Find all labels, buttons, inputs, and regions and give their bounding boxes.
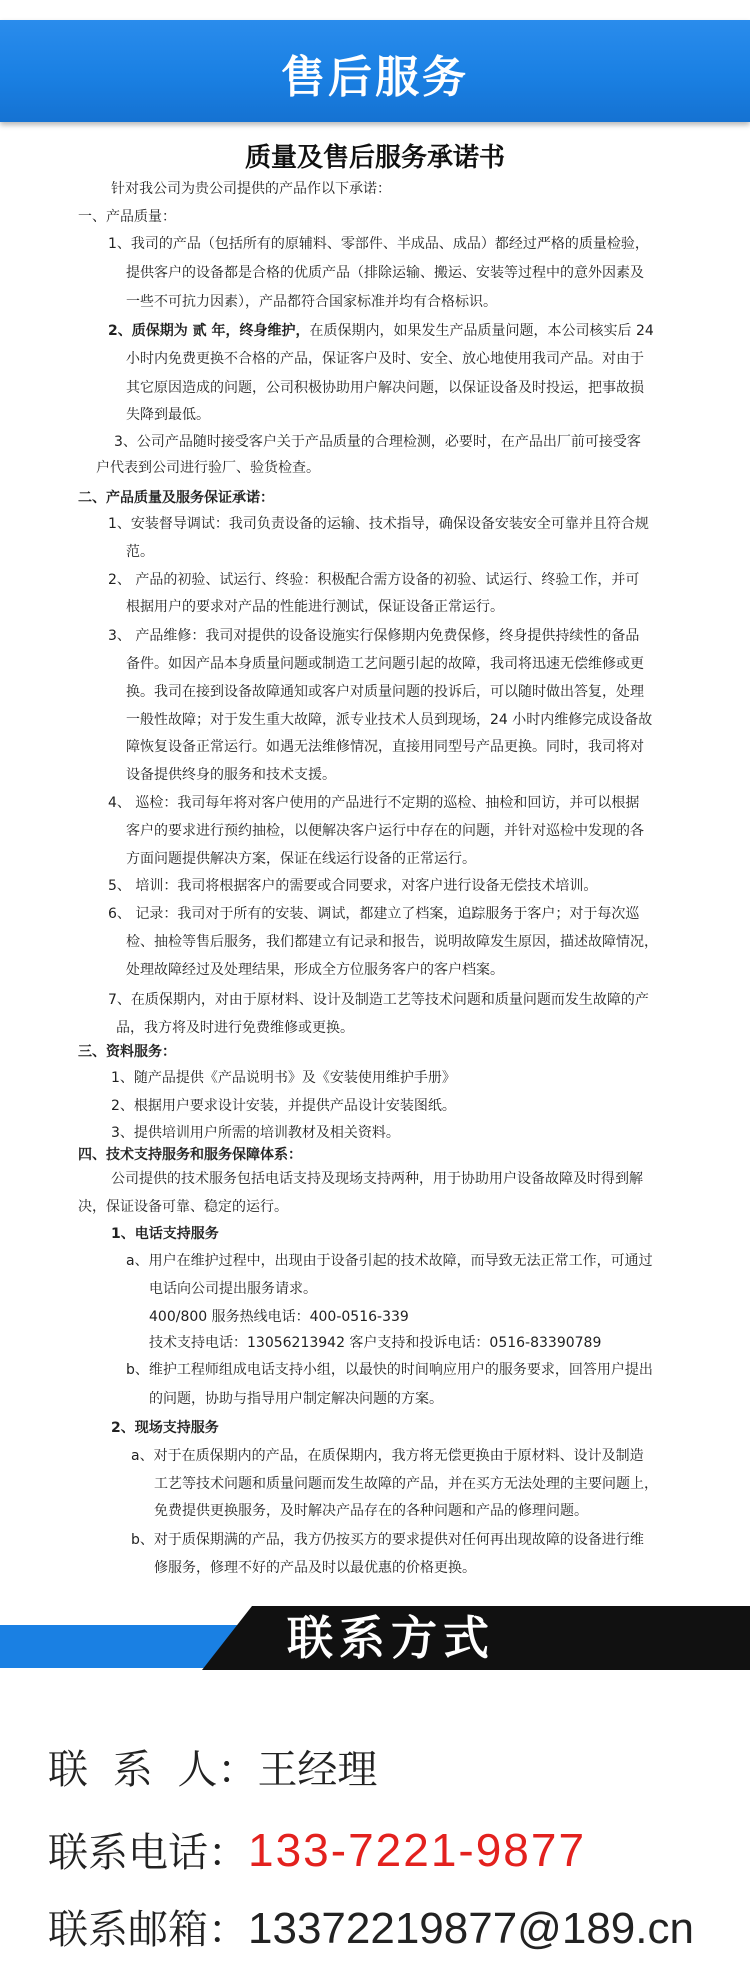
doc-line: 免费提供更换服务，及时解决产品存在的各种问题和产品的修理问题。 — [154, 1503, 588, 1519]
doc-line: 工艺等技术问题和质量问题而发生故障的产品，并在买方无法处理的主要问题上， — [154, 1476, 658, 1492]
doc-line: 小时内免费更换不合格的产品，保证客户及时、安全、放心地使用我司产品。对由于 — [126, 351, 644, 367]
doc-line: 7、在质保期内，对由于原材料、设计及制造工艺等技术问题和质量问题而发生故障的产 — [108, 992, 649, 1008]
contact-phone-row — [48, 1823, 586, 1877]
doc-line: 3、公司产品随时接受客户关于产品质量的合理检测，必要时，在产品出厂前可接受客 — [114, 434, 641, 450]
contact-email-label: 联系邮箱： — [48, 1907, 248, 1953]
doc-line-warranty — [108, 321, 654, 341]
contact-email-row — [48, 1902, 694, 1956]
doc-line: 根据用户的要求对产品的性能进行测试，保证设备正常运行。 — [126, 599, 504, 615]
subheading-onsite-support: 2、现场支持服务 — [111, 1420, 219, 1436]
doc-line: 方面问题提供解决方案，保证在线运行设备的正常运行。 — [126, 851, 476, 867]
subheading-phone-support: 1、电话支持服务 — [111, 1226, 219, 1242]
doc-line: 2、根据用户要求设计安装，并提供产品设计安装图纸。 — [111, 1098, 456, 1114]
doc-line: 4、 巡检：我司每年将对客户使用的产品进行不定期的巡检、抽检和回访，并可以根据 — [108, 795, 640, 811]
doc-intro: 针对我公司为贵公司提供的产品作以下承诺： — [111, 181, 391, 197]
doc-line: 3、 产品维修：我司对提供的设备设施实行保修期内免费保修，终身提供持续性的备品 — [108, 628, 640, 644]
contact-phone-value: 133-7221-9877 — [248, 1824, 587, 1876]
doc-line: b、维护工程师组成电话支持小组，以最快的时间响应用户的服务要求，回答用户提出 — [126, 1362, 653, 1378]
doc-line: 1、我司的产品（包括所有的原辅料、零部件、半成品、成品）都经过严格的质量检验， — [108, 236, 649, 252]
contact-phone-label: 联系电话： — [48, 1830, 248, 1876]
doc-line: 范。 — [126, 544, 154, 560]
doc-line: 客户的要求进行预约抽检，以便解决客户运行中存在的问题，并针对巡检中发现的各 — [126, 823, 644, 839]
doc-line: 6、 记录：我司对于所有的安装、调试，都建立了档案，追踪服务于客户；对于每次巡 — [108, 906, 640, 922]
doc-line: 1、安装督导调试：我司负责设备的运输、技术指导，确保设备安装安全可靠并且符合规 — [108, 516, 649, 532]
doc-line: 备件。如因产品本身质量问题或制造工艺问题引起的故障，我司将迅速无偿维修或更 — [126, 656, 644, 672]
doc-line: 一般性故障；对于发生重大故障，派专业技术人员到现场，24 小时内维修完成设备故 — [126, 712, 653, 728]
section-heading-tech-support: 四、技术支持服务和服务保障体系： — [78, 1147, 302, 1163]
section-heading-documentation: 三、资料服务： — [78, 1044, 176, 1060]
doc-line: 户代表到公司进行验厂、验货检查。 — [96, 460, 320, 476]
doc-line: 设备提供终身的服务和技术支援。 — [126, 767, 336, 783]
header-title: 售后服务 — [281, 52, 469, 103]
section-heading-service-guarantee: 二、产品质量及服务保证承诺： — [78, 490, 274, 506]
doc-line: 换。我司在接到设备故障通知或客户对质量问题的投诉后，可以随时做出答复，处理 — [126, 684, 644, 700]
doc-line: 检、抽检等售后服务，我们都建立有记录和报告，说明故障发生原因，描述故障情况， — [126, 934, 658, 950]
contact-person-label: 联 系 人： — [48, 1747, 258, 1793]
contact-email-value: 13372219877@189.cn — [248, 1904, 694, 1953]
doc-line: a、对于在质保期内的产品，在质保期内，我方将无偿更换由于原材料、设计及制造 — [131, 1448, 644, 1464]
contact-banner-title: 联系方式 — [287, 1611, 495, 1665]
doc-line: 提供客户的设备都是合格的优质产品（排除运输、搬运、安装等过程中的意外因素及 — [126, 265, 644, 281]
contact-person-value: 王经理 — [257, 1747, 378, 1793]
section-heading-quality: 一、产品质量： — [78, 209, 176, 225]
doc-line: 公司提供的技术服务包括电话支持及现场支持两种，用于协助用户设备故障及时得到解 — [111, 1171, 643, 1187]
warranty-text: 在质保期内，如果发生产品质量问题，本公司核实后 24 — [309, 323, 654, 339]
doc-line: 失降到最低。 — [126, 407, 210, 423]
doc-line: 5、 培训：我司将根据客户的需要或合同要求，对客户进行设备无偿技术培训。 — [108, 878, 598, 894]
warranty-bold-text: 2、质保期为 贰 年，终身维护， — [108, 323, 310, 339]
doc-line: 决，保证设备可靠、稳定的运行。 — [78, 1199, 288, 1215]
support-phone-text: 技术支持电话：13056213942 客户支持和投诉电话：0516-83390789 — [149, 1335, 602, 1351]
doc-line: 3、提供培训用户所需的培训教材及相关资料。 — [111, 1125, 400, 1141]
doc-line: 处理故障经过及处理结果，形成全方位服务客户的客户档案。 — [126, 962, 504, 978]
hotline-text: 400/800 服务热线电话：400-0516-339 — [149, 1309, 409, 1325]
doc-line: 品，我方将及时进行免费维修或更换。 — [116, 1020, 354, 1036]
doc-line: 一些不可抗力因素），产品都符合国家标准并均有合格标识。 — [126, 294, 497, 310]
doc-line: 障恢复设备正常运行。如遇无法维修情况，直接用同型号产品更换。同时，我司将对 — [126, 739, 644, 755]
doc-line: 电话向公司提出服务请求。 — [149, 1281, 317, 1297]
doc-line: b、对于质保期满的产品，我方仍按买方的要求提供对任何再出现故障的设备进行维 — [131, 1532, 644, 1548]
doc-line: 修服务，修理不好的产品及时以最优惠的价格更换。 — [154, 1560, 476, 1576]
doc-line: a、用户在维护过程中，出现由于设备引起的技术故障，而导致无法正常工作，可通过 — [126, 1253, 653, 1269]
doc-line: 其它原因造成的问题，公司积极协助用户解决问题，以保证设备及时投运，把事故损 — [126, 380, 644, 396]
doc-line: 的问题，协助与指导用户制定解决问题的方案。 — [149, 1391, 443, 1407]
contact-person-row — [48, 1743, 377, 1797]
header-banner — [0, 20, 750, 122]
contact-banner-stripe — [0, 1625, 240, 1668]
doc-title: 质量及售后服务承诺书 — [244, 143, 505, 173]
doc-line: 1、随产品提供《产品说明书》及《安装使用维护手册》 — [111, 1070, 456, 1086]
doc-line: 2、 产品的初验、试运行、终验：积极配合需方设备的初验、试运行、终验工作，并可 — [108, 572, 640, 588]
